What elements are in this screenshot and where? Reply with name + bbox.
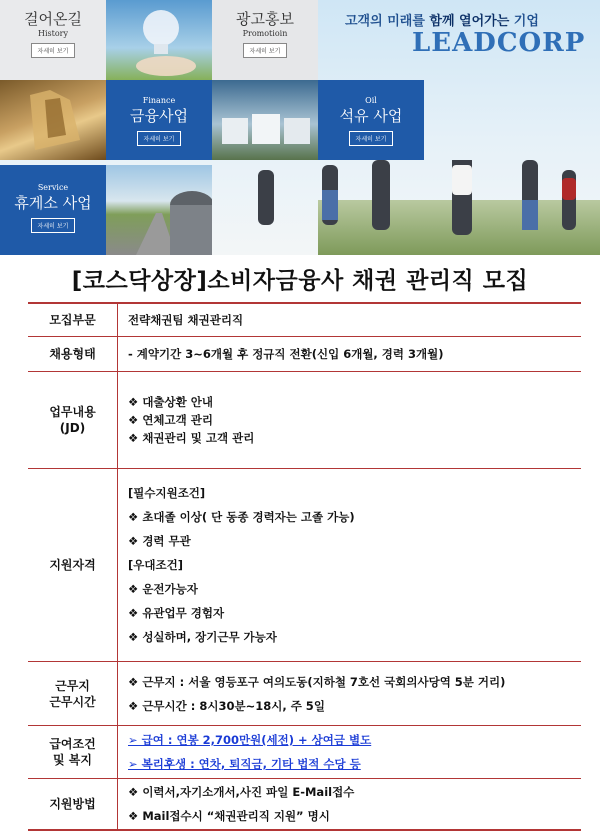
label-salary-2: 및 복지 [53, 753, 92, 767]
finance-subtitle: Finance [142, 96, 176, 105]
row-apply [28, 779, 581, 831]
salary-link[interactable]: ➢ 급여 : 연봉 2,700만원(세전) + 상여금 별도 [128, 733, 372, 747]
slogan-emphasis: 함께 열어가는 [429, 14, 510, 29]
promotion-more-button[interactable]: 자세히 보기 [243, 43, 288, 58]
wooden-hands-icon [0, 80, 106, 160]
service-subtitle: Service [37, 183, 69, 192]
location-line: ❖ 근무시간 : 8시30분~18시, 주 5일 [128, 698, 325, 713]
label-department: 모집부문 [28, 304, 118, 336]
row-employment [28, 337, 581, 372]
apply-line: ❖ 이력서,자기소개서,사진 파일 E-Mail접수 [128, 785, 355, 799]
history-tile[interactable] [0, 0, 106, 80]
qualification-line: [필수지원조건] [128, 486, 206, 500]
history-title: 걸어온길 [24, 10, 82, 28]
job-line: ❖ 대출상환 안내 [128, 395, 213, 409]
label-salary [28, 726, 118, 778]
label-location-1: 근무지 [55, 678, 90, 693]
qualification-line: ❖ 초대졸 이상( 단 동종 경력자는 고졸 가능) [128, 510, 355, 524]
row-location [28, 662, 581, 726]
storage-tank-icon [212, 80, 318, 160]
leadcorp-logo: LEADCORP [412, 28, 586, 58]
job-line: ❖ 연체고객 관리 [128, 413, 213, 427]
label-salary-1: 급여조건 [49, 737, 96, 751]
slogan-prefix: 고객의 미래를 [345, 14, 430, 29]
row-department [28, 304, 581, 337]
qualification-line: ❖ 유관업무 경험자 [128, 606, 225, 620]
promotion-tile[interactable] [212, 0, 318, 80]
promotion-subtitle: Promotioin [242, 29, 288, 38]
qualification-line: ❖ 경력 무관 [128, 534, 191, 548]
department-line: 전략채권팀 채권관리직 [128, 313, 244, 327]
service-tile[interactable] [0, 165, 106, 255]
row-job [28, 372, 581, 469]
history-subtitle: History [37, 29, 68, 38]
hands-photo [0, 80, 106, 160]
slogan-suffix: 기업 [509, 14, 539, 29]
finance-title: 금융사업 [130, 107, 188, 125]
oil-subtitle: Oil [365, 96, 377, 105]
car-icon [106, 165, 212, 255]
oil-more-button[interactable]: 자세히 보기 [349, 131, 394, 146]
company-banner [0, 0, 600, 255]
service-more-button[interactable]: 자세히 보기 [31, 218, 76, 233]
row-qualification [28, 469, 581, 662]
finance-tile[interactable] [106, 80, 212, 160]
finance-more-button[interactable]: 자세히 보기 [137, 131, 182, 146]
location-line: ❖ 근무지 : 서울 영등포구 여의도동(지하철 7호선 국회의사당역 5분 거리) [128, 674, 506, 689]
promotion-title: 광고홍보 [236, 10, 294, 28]
employment-line: - 계약기간 3~6개월 후 정규직 전환(신입 6개월, 경력 3개월) [128, 347, 444, 361]
history-more-button[interactable]: 자세히 보기 [31, 43, 76, 58]
people-jumping-photo [212, 160, 600, 255]
benefits-link[interactable]: ➢ 복리후생 : 연차, 퇴직금, 기타 법적 수당 등 [128, 757, 361, 771]
label-employment: 채용형태 [28, 337, 118, 371]
qualification-line: ❖ 운전가능자 [128, 582, 198, 596]
label-job [28, 372, 118, 468]
job-line: ❖ 채권관리 및 고객 관리 [128, 431, 255, 445]
row-salary [28, 726, 581, 779]
people-silhouette-icon [212, 160, 600, 255]
label-qualification: 지원자격 [28, 469, 118, 661]
label-apply: 지원방법 [28, 779, 118, 829]
label-location [28, 662, 118, 725]
posting-title: [코스닥상장]소비자금융사 채권 관리직 모집 [71, 268, 529, 294]
oil-tile[interactable] [318, 80, 424, 160]
label-job-1: 업무내용 [49, 405, 96, 419]
service-title: 휴게소 사업 [14, 194, 92, 212]
label-location-2: 근무시간 [49, 694, 96, 709]
lightbulb-photo [106, 0, 212, 80]
apply-line: ❖ Mail접수시 “채권관리직 지원” 명시 [128, 809, 330, 823]
job-posting-table [28, 302, 581, 831]
slogan [345, 10, 539, 29]
qualification-line: ❖ 성실하며, 장기근무 가능자 [128, 630, 277, 644]
lightbulb-icon [106, 0, 212, 80]
oil-title: 석유 사업 [339, 107, 403, 125]
qualification-line: [우대조건] [128, 558, 183, 572]
label-job-2: (JD) [59, 421, 86, 435]
road-photo [106, 165, 212, 255]
oil-tanks-photo [212, 80, 318, 160]
